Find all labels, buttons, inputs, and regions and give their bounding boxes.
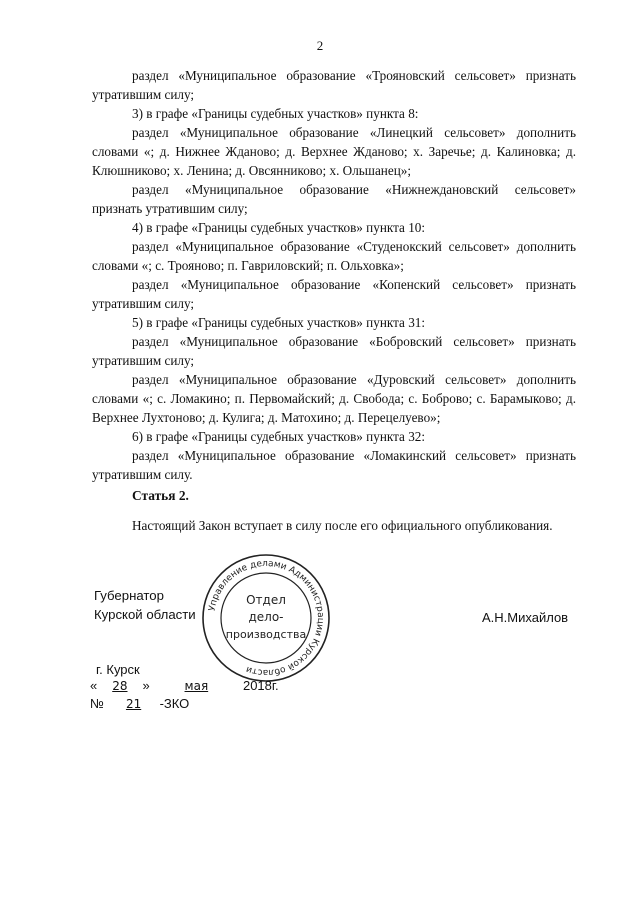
article-heading: Статья 2. — [132, 488, 189, 503]
paragraph: раздел «Муниципальное образование «Дуровский сельсовет» дополнить словами «; с. Ломакино; п. Первомайский; д. Свобода; с. Боброво; с. Барамыково; д. Верхнее Лухтоново; д. Кулига; д. Матохино; д. Перецелуево»; — [92, 372, 576, 425]
number-value: 21 — [125, 697, 142, 711]
governor-line: Губернатор — [94, 588, 164, 603]
paragraph: 6) в графе «Границы судебных участков» пункта 32: — [132, 429, 426, 444]
law-date — [90, 678, 279, 693]
stamp-ring-text: Управление делами Администрации Курской области — [207, 558, 326, 678]
stamp-center-line: производства — [225, 628, 307, 641]
date-year: 2018г. — [242, 678, 279, 693]
number-prefix: № — [90, 696, 104, 711]
paragraph: раздел «Муниципальное образование «Линецкий сельсовет» дополнить словами «; д. Нижнее Жданово; д. Верхнее Жданово; х. Заречье; д. Калиновка; д. Клюшниково; х. Ленина; д. Овсянниково; х. Ольшанец»; — [92, 125, 576, 178]
paragraph: раздел «Муниципальное образование «Студенокский сельсовет» дополнить словами «; с. Трояново; п. Гавриловский; п. Ольховка»; — [92, 239, 576, 273]
amendments-text — [92, 66, 576, 484]
paragraph: 5) в графе «Границы судебных участков» пункта 31: — [132, 315, 426, 330]
date-month: мая — [184, 679, 209, 693]
date-close-quote: » — [142, 678, 150, 693]
paragraph: 4) в графе «Границы судебных участков» пункта 10: — [132, 220, 426, 235]
paragraph: раздел «Муниципальное образование «Бобровский сельсовет» признать утратившим силу; — [92, 334, 576, 368]
signatory-name: А.Н.Михайлов — [482, 610, 569, 625]
number-suffix: -ЗКО — [159, 696, 190, 711]
date-open-quote: « — [90, 678, 98, 693]
stamp-center-line: Отдел — [246, 593, 286, 607]
page-number: 2 — [316, 38, 324, 53]
date-day: 28 — [112, 679, 128, 693]
paragraph: раздел «Муниципальное образование «Трояновский сельсовет» признать утратившим силу; — [92, 68, 576, 102]
paragraph: 3) в графе «Границы судебных участков» пункта 8: — [132, 106, 419, 121]
office-stamp — [200, 552, 332, 684]
law-number — [90, 696, 189, 711]
paragraph: раздел «Муниципальное образование «Копенский сельсовет» признать утратившим силу; — [92, 277, 576, 311]
paragraph: раздел «Муниципальное образование «Ломакинский сельсовет» признать утратившим силу. — [92, 448, 576, 482]
governor-title — [94, 586, 196, 624]
city: г. Курск — [96, 662, 140, 677]
stamp-center-line: дело- — [248, 610, 284, 624]
law-effective-text: Настоящий Закон вступает в силу после его официального опубликования. — [132, 518, 553, 533]
governor-line: Курской области — [94, 607, 196, 622]
paragraph: раздел «Муниципальное образование «Нижнеждановский сельсовет» признать утратившим силу; — [92, 182, 576, 216]
